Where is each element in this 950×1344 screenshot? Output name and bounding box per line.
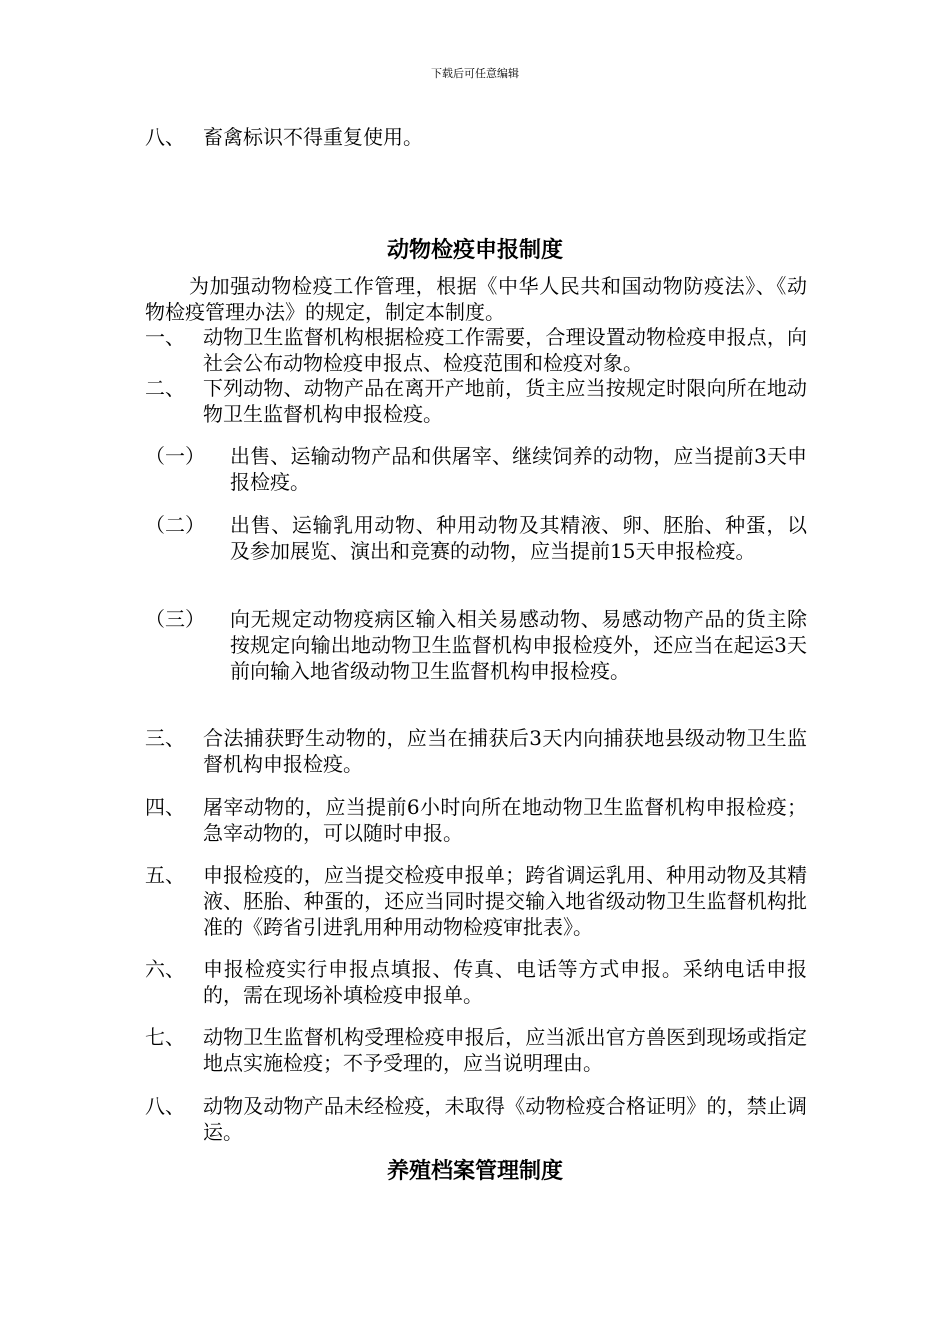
page-header: 下载后可任意编辑 — [431, 67, 519, 80]
item-text: 动物及动物产品未经检疫，未取得《动物检疫合格证明》的，禁止调运。 — [203, 1094, 807, 1144]
item-number: 一、 — [145, 325, 185, 349]
item-text: 动物卫生监督机构根据检疫工作需要，合理设置动物检疫申报点，向社会公布动物检疫申报点、检疫范围和检疫对象。 — [203, 325, 807, 375]
subitem-number: （三） — [145, 607, 205, 631]
item-number: 六、 — [145, 957, 185, 981]
subitem-number: （二） — [145, 513, 205, 537]
item-number: 八、 — [145, 1094, 185, 1118]
item-text: 申报检疫的，应当提交检疫申报单；跨省调运乳用、种用动物及其精液、胚胎、种蛋的，还应当同时提交输入地省级动物卫生监督机构批准的《跨省引进乳用种用动物检疫审批表》。 — [203, 863, 807, 939]
subitem-number: （一） — [145, 444, 205, 468]
item-number: 五、 — [145, 863, 185, 887]
subitem-text: 出售、运输动物产品和供屠宰、继续饲养的动物，应当提前3天申报检疫。 — [230, 444, 807, 494]
item-text: 申报检疫实行申报点填报、传真、电话等方式申报。采纳电话申报的，需在现场补填检疫申报单。 — [203, 957, 807, 1007]
item-number: 四、 — [145, 795, 185, 819]
prev-item-number: 八、 — [145, 125, 185, 149]
item-text: 动物卫生监督机构受理检疫申报后，应当派出官方兽医到现场或指定地点实施检疫；不予受理的，应当说明理由。 — [203, 1025, 807, 1075]
intro-paragraph: 为加强动物检疫工作管理，根据《中华人民共和国动物防疫法》、《动物检疫管理办法》的规定，制定本制度。 — [145, 274, 807, 324]
item-text: 屠宰动物的，应当提前6小时向所在地动物卫生监督机构申报检疫；急宰动物的，可以随时申报。 — [203, 795, 807, 845]
prev-item-text: 畜禽标识不得重复使用。 — [203, 125, 423, 149]
item-text: 合法捕获野生动物的，应当在捕获后3天内向捕获地县级动物卫生监督机构申报检疫。 — [203, 726, 807, 776]
subitem-text: 出售、运输乳用动物、种用动物及其精液、卵、胚胎、种蛋，以及参加展览、演出和竞赛的动物，应当提前15天申报检疫。 — [230, 513, 807, 563]
item-number: 七、 — [145, 1025, 185, 1049]
item-number: 三、 — [145, 726, 185, 750]
next-section-title: 养殖档案管理制度 — [386, 1158, 563, 1184]
section-title: 动物检疫申报制度 — [386, 237, 563, 263]
item-number: 二、 — [145, 376, 185, 400]
item-text: 下列动物、动物产品在离开产地前，货主应当按规定时限向所在地动物卫生监督机构申报检疫。 — [203, 376, 807, 426]
subitem-text: 向无规定动物疫病区输入相关易感动物、易感动物产品的货主除按规定向输出地动物卫生监督机构申报检疫外，还应当在起运3天前向输入地省级动物卫生监督机构申报检疫。 — [230, 607, 807, 683]
